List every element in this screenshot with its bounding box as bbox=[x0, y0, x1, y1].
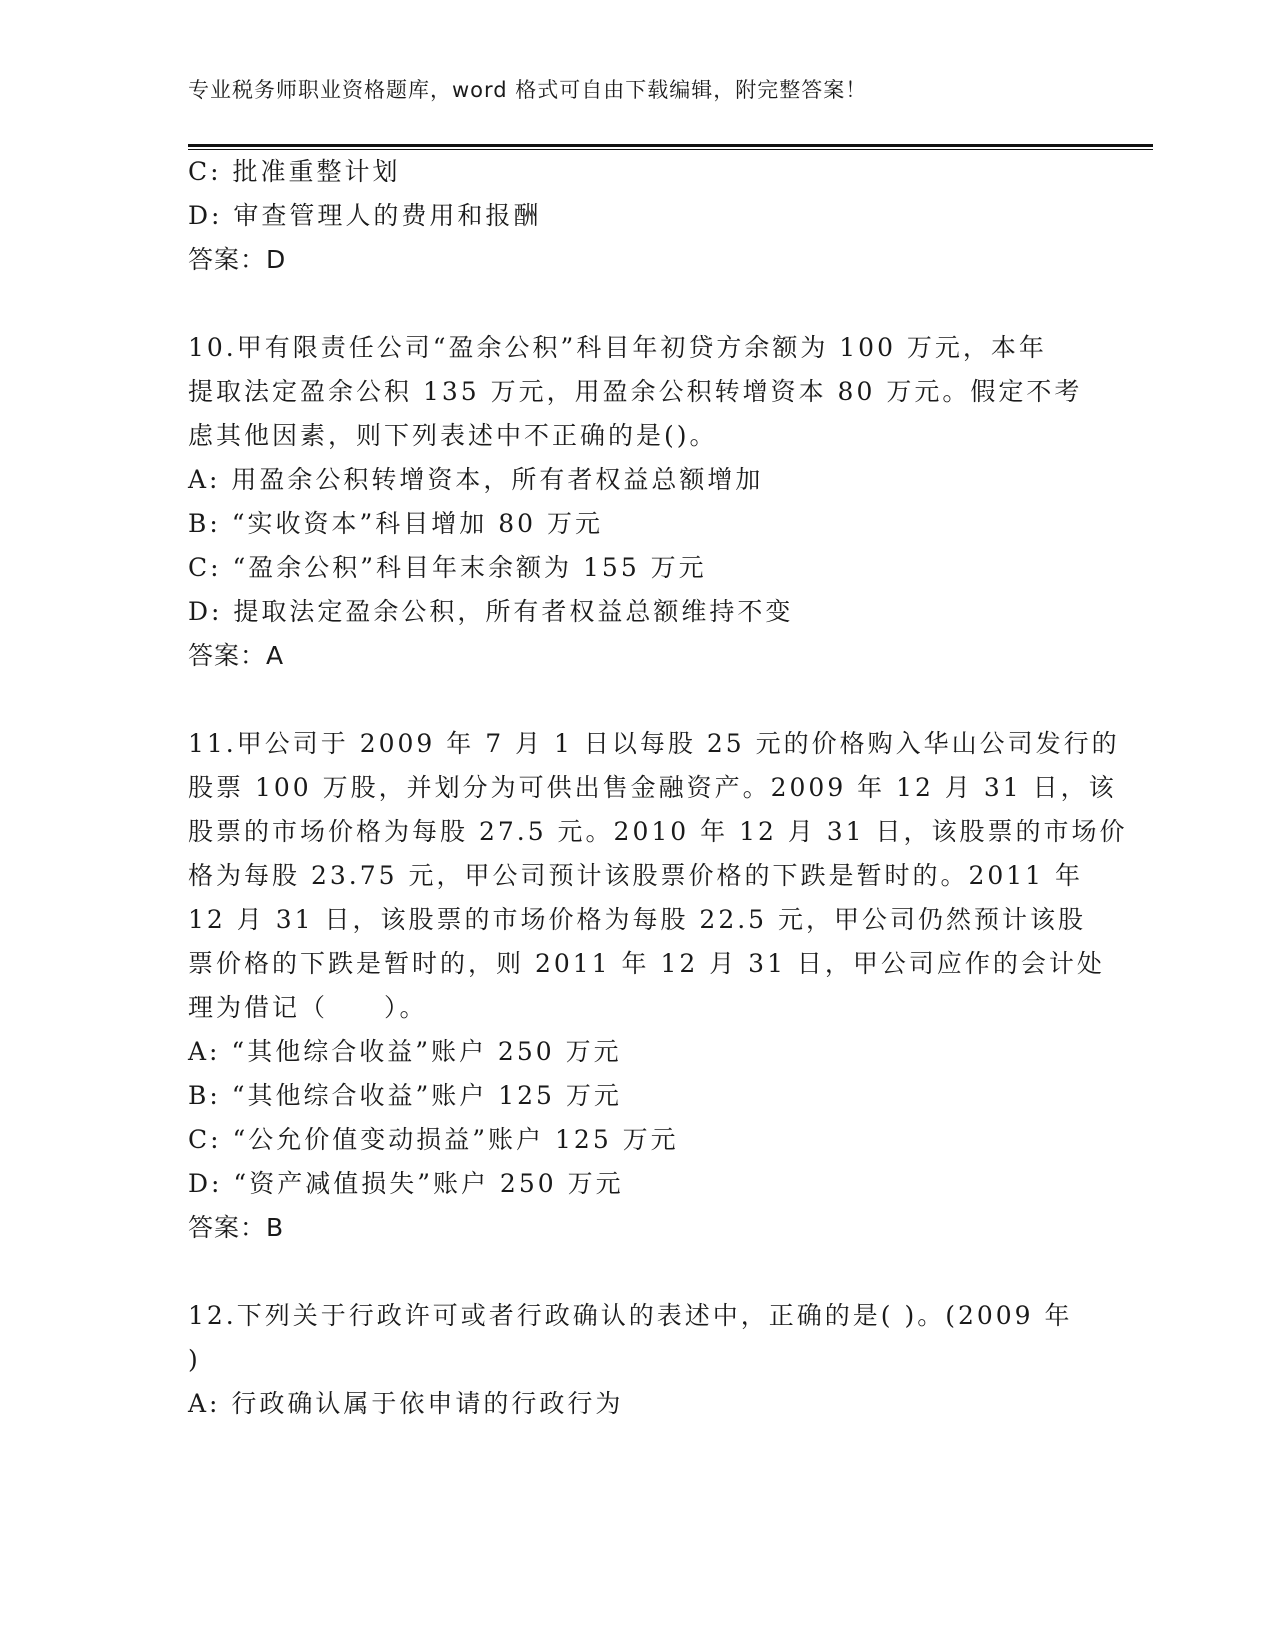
q10-answer: 答案：A bbox=[188, 641, 285, 670]
q10-option-d: D: 提取法定盈余公积，所有者权益总额维持不变 bbox=[188, 597, 794, 626]
q11-answer: 答案：B bbox=[188, 1213, 285, 1242]
q10-option-b: B: “实收资本”科目增加 80 万元 bbox=[188, 509, 604, 538]
q10-option-a: A: 用盈余公积转增资本，所有者权益总额增加 bbox=[188, 465, 764, 494]
q11-stem-line-7: 理为借记（ ）。 bbox=[188, 993, 428, 1022]
q12-stem-line-2: ) bbox=[188, 1345, 201, 1374]
q12-stem-line-1: 12.下列关于行政许可或者行政确认的表述中，正确的是( )。(2009 年 bbox=[188, 1301, 1073, 1330]
prev-option-d: D: 审查管理人的费用和报酬 bbox=[188, 201, 542, 230]
q11-stem-line-6: 票价格的下跌是暂时的，则 2011 年 12 月 31 日，甲公司应作的会计处 bbox=[188, 949, 1105, 978]
q10-option-c: C: “盈余公积”科目年末余额为 155 万元 bbox=[188, 553, 707, 582]
page-header: 专业税务师职业资格题库，word 格式可自由下载编辑，附完整答案！ bbox=[188, 78, 868, 102]
q11-option-c: C: “公允价值变动损益”账户 125 万元 bbox=[188, 1125, 679, 1154]
header-divider bbox=[188, 144, 1153, 150]
q11-stem-line-1: 11.甲公司于 2009 年 7 月 1 日以每股 25 元的价格购入华山公司发行的 bbox=[188, 729, 1120, 758]
q12-option-a: A: 行政确认属于依申请的行政行为 bbox=[188, 1389, 624, 1418]
q11-stem-line-5: 12 月 31 日，该股票的市场价格为每股 22.5 元，甲公司仍然预计该股 bbox=[188, 905, 1087, 934]
prev-option-c: C: 批准重整计划 bbox=[188, 157, 401, 186]
q10-stem-line-1: 10.甲有限责任公司“盈余公积”科目年初贷方余额为 100 万元，本年 bbox=[188, 333, 1047, 362]
q10-stem-line-2: 提取法定盈余公积 135 万元，用盈余公积转增资本 80 万元。假定不考 bbox=[188, 377, 1083, 406]
q11-option-b: B: “其他综合收益”账户 125 万元 bbox=[188, 1081, 622, 1110]
q11-stem-line-2: 股票 100 万股，并划分为可供出售金融资产。2009 年 12 月 31 日，该 bbox=[188, 773, 1117, 802]
q11-option-a: A: “其他综合收益”账户 250 万元 bbox=[188, 1037, 622, 1066]
prev-answer: 答案：D bbox=[188, 245, 287, 274]
q11-option-d: D: “资产减值损失”账户 250 万元 bbox=[188, 1169, 624, 1198]
q10-stem-line-3: 虑其他因素，则下列表述中不正确的是()。 bbox=[188, 421, 718, 450]
q11-stem-line-4: 格为每股 23.75 元，甲公司预计该股票价格的下跌是暂时的。2011 年 bbox=[188, 861, 1084, 890]
q11-stem-line-3: 股票的市场价格为每股 27.5 元。2010 年 12 月 31 日，该股票的市场价 bbox=[188, 817, 1128, 846]
